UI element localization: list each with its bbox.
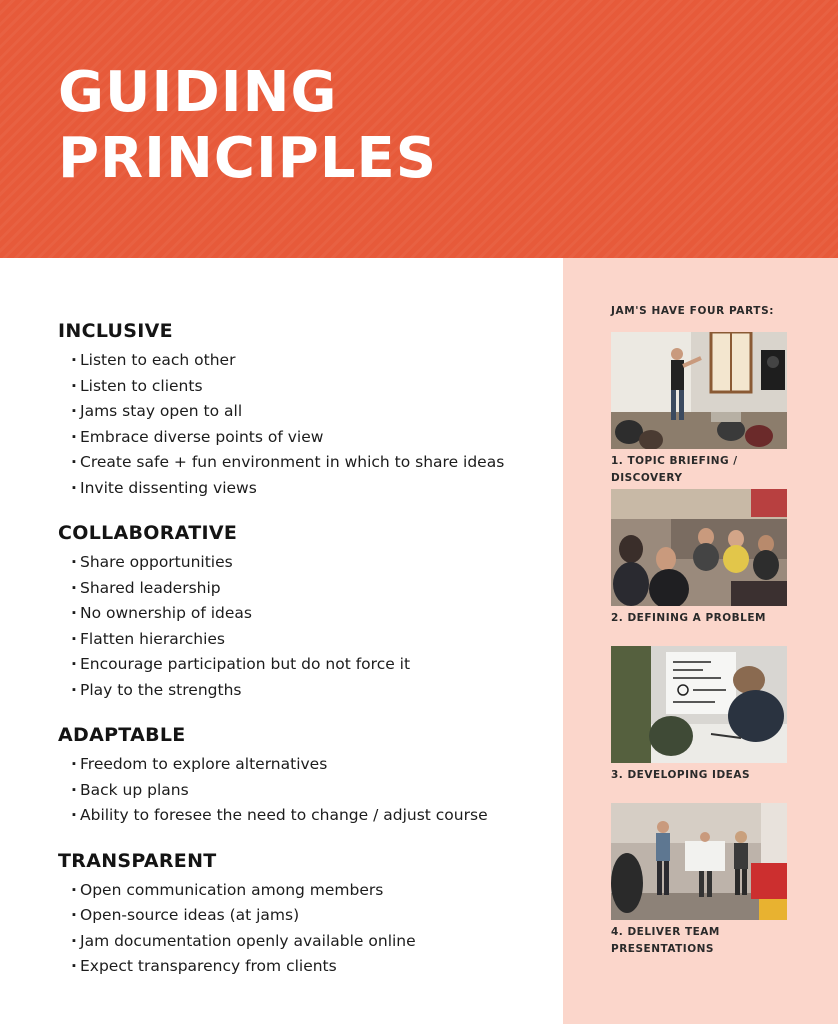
list-item (71, 601, 548, 627)
list-item-text: Share opportunities (80, 553, 233, 571)
team-presentation-illustration (611, 803, 787, 920)
bullet-list (58, 752, 548, 829)
caption-line: 4. DELIVER TEAM (611, 926, 720, 938)
jam-parts-sidebar (563, 258, 838, 1024)
bullet-icon: · (71, 906, 77, 924)
whiteboard-sketching-illustration (611, 646, 787, 763)
presenter-briefing-photo (611, 332, 787, 449)
section-heading: ADAPTABLE (58, 724, 186, 746)
list-item (71, 803, 548, 829)
list-item (71, 425, 548, 451)
jam-part-2 (611, 489, 788, 627)
section-heading: COLLABORATIVE (58, 522, 238, 544)
section-heading: TRANSPARENT (58, 849, 217, 872)
list-item (71, 399, 548, 425)
list-item (71, 348, 548, 374)
caption-line: 2. DEFINING A PROBLEM (611, 612, 766, 624)
caption-line: 1. TOPIC BRIEFING / (611, 455, 738, 467)
whiteboard-sketching-photo (611, 646, 787, 763)
section-adaptable (58, 722, 548, 829)
principles-list (58, 318, 548, 999)
jam-part-1 (611, 332, 788, 487)
list-item (71, 450, 548, 476)
bullet-icon: · (71, 376, 77, 395)
bullet-icon: · (71, 655, 77, 673)
list-item (71, 374, 548, 400)
bullet-icon: · (71, 680, 77, 699)
bullet-icon: · (71, 629, 77, 648)
group-discussion-photo (611, 489, 787, 606)
bullet-icon: · (71, 578, 77, 597)
list-item-text: Encourage participation but do not force it (80, 655, 411, 673)
list-item-text: Listen to clients (80, 376, 203, 395)
list-item-text: Back up plans (80, 780, 189, 799)
jam-part-3 (611, 646, 788, 784)
list-item-text: Open-source ideas (at jams) (80, 906, 300, 924)
list-item-text: Listen to each other (80, 351, 236, 369)
list-item-text: Embrace diverse points of view (80, 427, 324, 446)
jam-part-caption (611, 767, 788, 784)
list-item (71, 576, 548, 602)
list-item-text: Invite dissenting views (80, 478, 257, 497)
list-item-text: No ownership of ideas (80, 604, 252, 622)
list-item (71, 627, 548, 653)
bullet-icon: · (71, 604, 77, 622)
bullet-icon: · (71, 402, 77, 420)
jam-part-caption (611, 924, 788, 958)
bullet-icon: · (71, 780, 77, 799)
bullet-icon: · (71, 931, 77, 950)
list-item-text: Ability to foresee the need to change / adjust course (80, 806, 488, 824)
list-item-text: Create safe + fun environment in which to share ideas (80, 453, 505, 471)
list-item-text: Jams stay open to all (80, 402, 243, 420)
bullet-list (58, 550, 548, 703)
list-item-text: Freedom to explore alternatives (80, 755, 328, 773)
bullet-icon: · (71, 553, 77, 571)
presenter-briefing-illustration (611, 332, 787, 449)
title-line-1: GUIDING (58, 60, 338, 125)
list-item (71, 652, 548, 678)
list-item-text: Flatten hierarchies (80, 629, 225, 648)
list-item (71, 778, 548, 804)
caption-line: DISCOVERY (611, 472, 683, 484)
list-item-text: Expect transparency from clients (80, 957, 337, 975)
jam-part-caption (611, 610, 788, 627)
header-banner (0, 0, 838, 258)
list-item (71, 878, 548, 904)
section-inclusive (58, 318, 548, 501)
list-item (71, 678, 548, 704)
sidebar-heading: JAM'S HAVE FOUR PARTS: (611, 305, 775, 317)
jam-part-4 (611, 803, 788, 958)
bullet-list (58, 878, 548, 980)
list-item (71, 550, 548, 576)
section-transparent (58, 848, 548, 980)
list-item-text: Play to the strengths (80, 680, 242, 699)
list-item (71, 752, 548, 778)
list-item (71, 903, 548, 929)
list-item-text: Jam documentation openly available online (80, 931, 416, 950)
bullet-icon: · (71, 880, 77, 899)
list-item-text: Open communication among members (80, 880, 384, 899)
jam-part-caption (611, 453, 788, 487)
caption-line: PRESENTATIONS (611, 943, 714, 955)
caption-line: 3. DEVELOPING IDEAS (611, 769, 751, 781)
group-discussion-illustration (611, 489, 787, 606)
bullet-icon: · (71, 806, 77, 824)
bullet-icon: · (71, 957, 77, 975)
bullet-icon: · (71, 453, 77, 471)
bullet-icon: · (71, 478, 77, 497)
list-item (71, 954, 548, 980)
bullet-icon: · (71, 351, 77, 369)
bullet-icon: · (71, 427, 77, 446)
bullet-list (58, 348, 548, 501)
team-presentation-photo (611, 803, 787, 920)
list-item (71, 476, 548, 502)
section-heading: INCLUSIVE (58, 320, 173, 342)
bullet-icon: · (71, 755, 77, 773)
section-collaborative (58, 520, 548, 703)
page-title (58, 60, 437, 192)
title-line-2: PRINCIPLES (58, 126, 438, 191)
list-item-text: Shared leadership (80, 578, 221, 597)
list-item (71, 929, 548, 955)
